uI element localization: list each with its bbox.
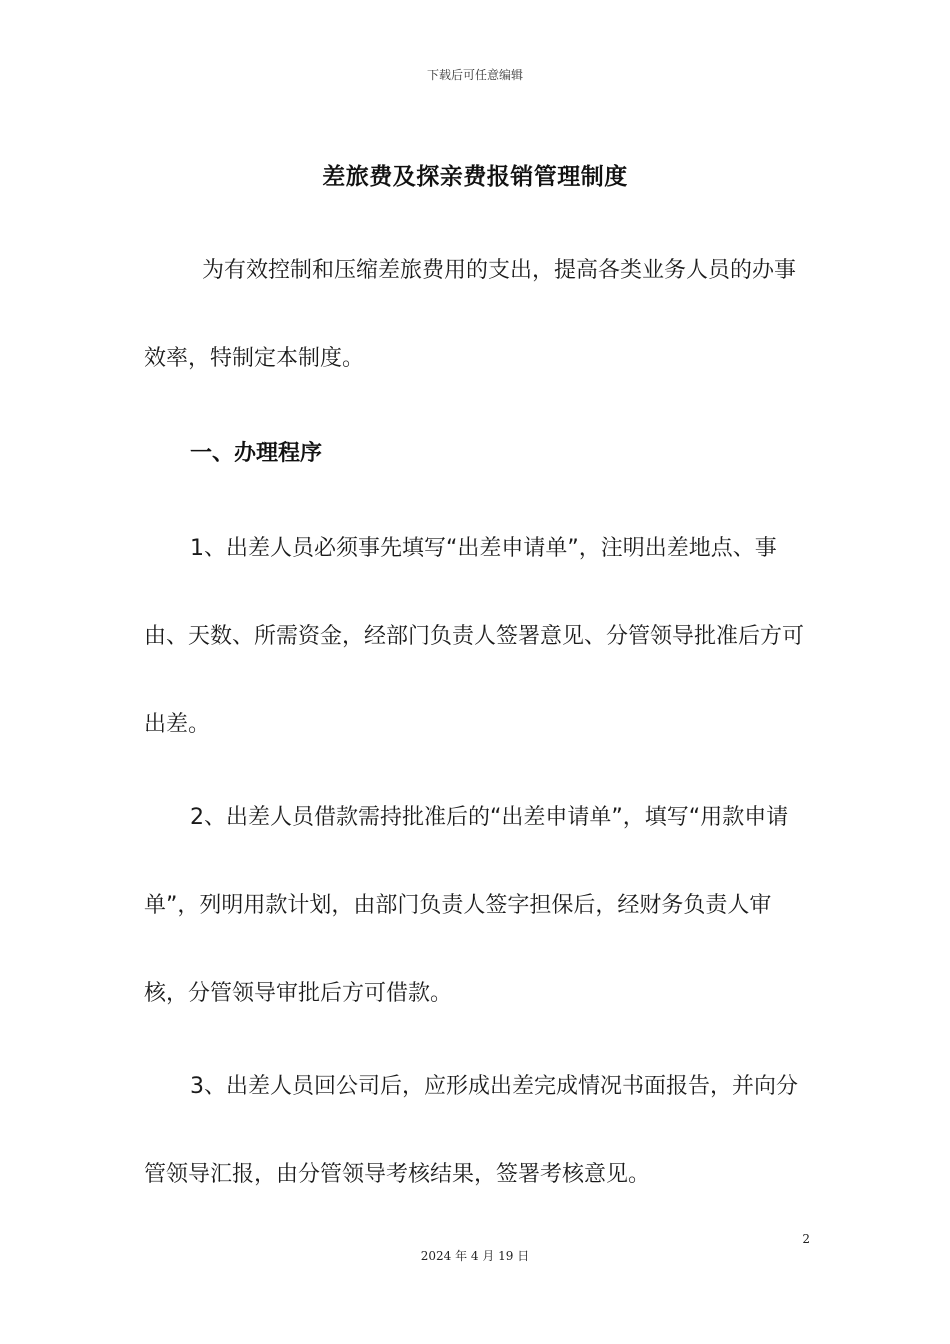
page-number: 2 (802, 1232, 810, 1246)
intro-paragraph: 为有效控制和压缩差旅费用的支出，提高各类业务人员的办事效率，特制定本制度。 (144, 258, 797, 371)
section-heading: 一、办理程序 (190, 441, 323, 466)
header-note: 下载后可任意编辑 (426, 68, 523, 82)
footer-date: 2024 年 4 月 19 日 (420, 1249, 530, 1263)
procedure-item-1: 1、出差人员必须事先填写“出差申请单”，注明出差地点、事由、天数、所需资金，经部门负责人签署意见、分管领导批准后方可出差。 (144, 536, 805, 737)
procedure-item-3: 3、出差人员回公司后，应形成出差完成情况书面报告，并向分管领导汇报，由分管领导考核结果，签署考核意见。 (144, 1074, 798, 1187)
document-title: 差旅费及探亲费报销管理制度 (322, 164, 628, 190)
procedure-item-2: 2、出差人员借款需持批准后的“出差申请单”，填写“用款申请单”，列明用款计划，由部门负责人签字担保后，经财务负责人审核，分管领导审批后方可借款。 (144, 805, 789, 1006)
